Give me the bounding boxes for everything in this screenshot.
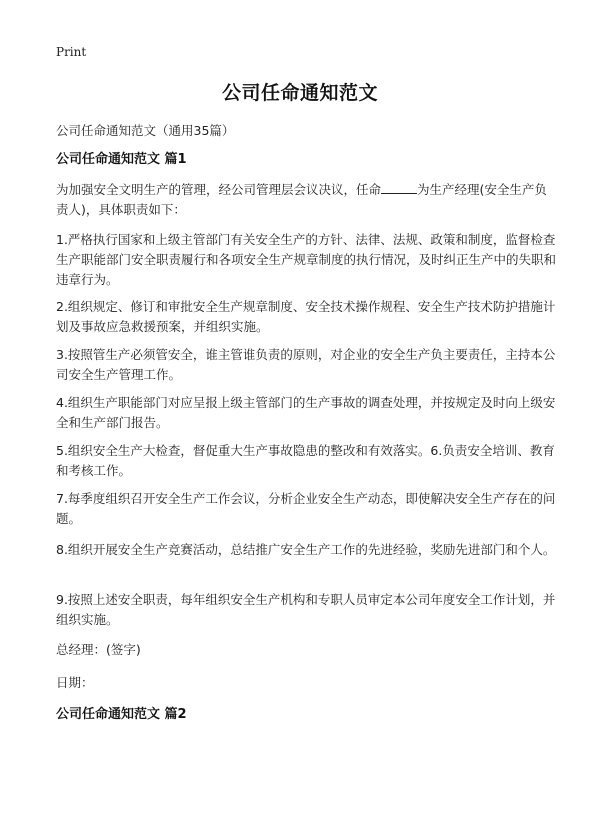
duty-item-2: 2.组织规定、修订和审批安全生产规章制度、安全技术操作规程、安全生产技术防护措施计划及事故应急救援预案，并组织实施。	[56, 299, 556, 334]
date-line: 日期：	[56, 675, 94, 690]
appointee-blank	[381, 180, 417, 194]
duty-item-3: 3.按照管生产必须管安全，谁主管谁负责的原则，对企业的安全生产负主要责任，主持本公司安全生产管理工作。	[56, 347, 556, 382]
duty-item-8: 8.组织开展安全生产竞赛活动，总结推广安全生产工作的先进经验，奖励先进部门和个人。	[56, 542, 556, 557]
document-subtitle: 公司任命通知范文（通用35篇）	[56, 123, 235, 138]
section-heading-1: 公司任命通知范文 篇1	[56, 152, 187, 167]
print-link[interactable]: Print	[56, 45, 87, 59]
intro-text-before: 为加强安全文明生产的管理，经公司管理层会议决议，任命	[56, 182, 382, 197]
page-title: 公司任命通知范文	[221, 82, 378, 104]
duty-item-7: 7.每季度组织召开安全生产工作会议，分析企业安全生产动态，即使解决安全生产存在的问题。	[56, 491, 556, 526]
duty-item-5: 5.组织安全生产大检查，督促重大生产事故隐患的整改和有效落实。6.负责安全培训、教育和考核工作。	[56, 443, 555, 478]
section-heading-2: 公司任命通知范文 篇2	[56, 707, 187, 722]
intro-paragraph	[56, 180, 556, 220]
signature-line: 总经理：(签字)	[56, 642, 141, 657]
intro-text-after: 为生产经理(安全生产负责人)，具体职责如下：	[56, 182, 547, 217]
duty-item-4: 4.组织生产职能部门对应呈报上级主管部门的生产事故的调查处理，并按规定及时向上级安全和生产部门报告。	[56, 395, 556, 430]
duty-item-1: 1.严格执行国家和上级主管部门有关安全生产的方针、法律、法规、政策和制度，监督检查生产职能部门安全职责履行和各项安全生产规章制度的执行情况，及时纠正生产中的失职和违章行为。	[56, 232, 557, 287]
duty-item-9: 9.按照上述安全职责，每年组织安全生产机构和专职人员审定本公司年度安全工作计划，并组织实施。	[56, 592, 556, 627]
